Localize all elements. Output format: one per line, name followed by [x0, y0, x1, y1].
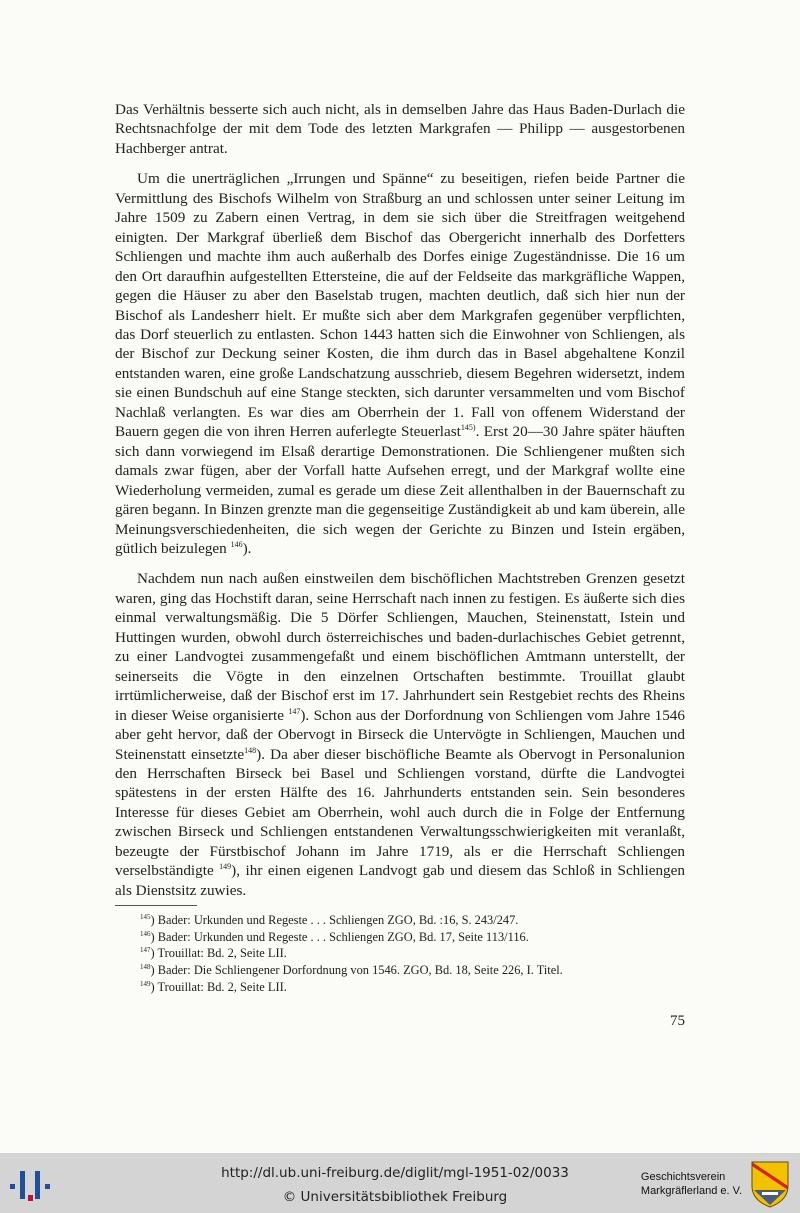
footnote-text: ) Bader: Urkunden und Regeste . . . Schliengen ZGO, Bd. :16, S. 243/247.	[150, 913, 519, 927]
footnote	[140, 945, 685, 962]
paragraph	[115, 100, 685, 158]
footnote-number: 146	[140, 929, 151, 938]
footnote-number: 148	[140, 963, 151, 972]
paragraph-text: Um die unerträglichen „Irrungen und Spänne“ zu beseitigen, riefen beide Partner die Vermittlung des Bischofs Wilhelm von Straßburg an und schlossen unter seiner Leitung im Jahre 1509 zu Zabern einen Vertrag, in dem sie sich über die Streitfragen weitgehend einigten. Der Markgraf überließ dem Bischof das Obergericht innerhalb des Dorfetters Schliengen und machte ihm auch außerhalb des Dorfes einige Zugeständnisse. Die 16 um den Ort daraufhin aufgestellten Ettersteine, die auf der Feldseite das markgräfliche Wappen, gegen die Häuser zu aber den Baselstab trugen, machten deutlich, daß sich hier nun der Bischof als Landesherr hielt. Er mußte sich aber dem Markgrafen gegenüber verpflichten, das Dorf steuerlich zu entlasten. Schon 1443 hatten sich die Einwohner von Schliengen, als der Bischof zur Deckung seiner Kosten, die ihm durch das in Basel abgehaltene Konzil entstanden waren, eine große Landschatzung ausschrieb, diesem Begehren widersetzt, indem sie einen Bundschuh auf eine Stange steckten, sich darunter versammelten und vom Bischof Nachlaß verlangten. Es war dies am Oberrhein der 1. Fall von offenem Widerstand der Bauern gegen die von ihren Herren auferlegte Steuerlast	[115, 170, 685, 441]
footnote-reference: 146	[230, 539, 243, 549]
society-name	[641, 1170, 742, 1198]
society-name-line-1: Geschichtsverein	[640, 1171, 726, 1183]
footnote-text: ) Bader: Die Schliengener Dorfordnung von 1546. ZGO, Bd. 18, Seite 226, I. Titel.	[150, 963, 563, 978]
footnote-number: 149	[140, 979, 151, 988]
paragraph-text: Nachdem nun nach außen einstweilen dem bischöflichen Machtstreben Grenzen gesetzt waren, ging das Hochstift daran, seine Herrschaft nach innen zu festigen. Es äußerte sich dies einmal verwaltungsmäßig. Die 5 Dörfer Schliengen, Mauchen, Steinenstatt, Istein und Huttingen wurden, obwohl durch österreichisches und baden-durlachisches Gebiet getrennt, zu einer Landvogtei zusammengefaßt und einem bischöflichen Amtmann unterstellt, der seinerseits die Vögte in den einzelnen Ortschaften bestimmte. Trouillat glaubt irrtümlicherweise, daß der Bischof erst im 17. Jahrhundert sein Restgebiet rechts des Rheins in dieser Weise organisierte	[115, 570, 685, 724]
coat-of-arms-icon	[750, 1160, 790, 1208]
footnote-text: ) Trouillat: Bd. 2, Seite LII.	[150, 946, 287, 961]
footnote-reference: 145)	[460, 423, 476, 433]
page-number: 75	[670, 1013, 685, 1029]
footnote	[140, 979, 685, 996]
footnote-text: ) Bader: Urkunden und Regeste . . . Schliengen ZGO, Bd. 17, Seite 113/116.	[150, 929, 529, 944]
footnote-reference: 149	[219, 862, 232, 872]
source-url-link[interactable]: http://dl.ub.uni-freiburg.de/diglit/mgl-1951-02/0033	[221, 1165, 569, 1181]
paragraph-text: Das Verhältnis besserte sich auch nicht, als in demselben Jahre das Haus Baden-Durlach die Rechtsnachfolge der mit dem Tode des letzten Markgrafen — Philipp — ausgestorbenen Hachberger antrat.	[115, 101, 685, 157]
footnotes	[140, 912, 685, 996]
footnote	[140, 912, 685, 929]
paragraph	[115, 169, 685, 558]
copyright-text: © Universitätsbibliothek Freiburg	[282, 1189, 508, 1205]
viewer-footer	[0, 1153, 800, 1213]
footnote-reference: 147	[288, 706, 301, 716]
paragraph-text: . Erst 20—30 Jahre später häuften sich dann vorwiegend im Elsaß derartige Demonstrationen. Die Schliengener mußten sich damals zwar fügen, aber der Vorfall hatte Aufsehen erregt, und der Markgraf wollte eine Wiederholung vermeiden, zumal es gerade um diese Zeit allenthalben in der Bauernschaft zu gären begann. In Binzen grenzte man die gegenseitige Zuständigkeit ab und kam überein, alle Meinungsverschiedenheiten, die sich wegen der Gerichte zu Binzen und Istein ergäben, gütlich beizulegen	[115, 423, 685, 557]
paragraph-text: ), ihr einen eigenen Landvogt gab und diesem das Schloß in Schliengen als Dienstsitz zuwies.	[115, 862, 685, 899]
footnote	[140, 962, 685, 979]
paragraph	[115, 569, 685, 900]
footnote-reference: 148	[244, 745, 257, 755]
paragraph-text: ). Da aber dieser bischöfliche Beamte als Obervogt in Personalunion den Herrschaften Birseck bei Basel und Schliengen vorstand, dürfte die Landvogtei spätestens in der ersten Hälfte des 16. Jahrhunderts entstanden sein. Sein besonderes Interesse für dieses Gebiet am Oberrhein, wohl auch durch die in Folge der Entfernung zwischen Birseck und Schliengen entstandenen Verwaltungsschwierigkeiten mit veranlaßt, bezeugte der Fürstbischof Johann im Jahre 1719, als er die Herrschaft Schliengen verselbständigte	[115, 745, 685, 880]
body-text	[115, 100, 685, 900]
paragraph-text: ). Schon aus der Dorfordnung von Schliengen vom Jahre 1546 aber geht hervor, daß der Obervogt in Birseck die Untervögte in Schliengen, Mauchen und Steinenstatt einsetzte	[115, 706, 685, 763]
society-name-line-2: Markgräflerland e. V.	[640, 1185, 742, 1197]
footnote	[140, 929, 685, 946]
ub-freiburg-logo-icon[interactable]	[10, 1167, 50, 1203]
footnote-number: 145	[140, 913, 151, 921]
footnote-text: ) Trouillat: Bd. 2, Seite LII.	[150, 979, 287, 994]
footnote-separator	[115, 905, 197, 906]
footnote-number: 147	[140, 946, 151, 955]
paragraph-text: ).	[242, 539, 252, 557]
